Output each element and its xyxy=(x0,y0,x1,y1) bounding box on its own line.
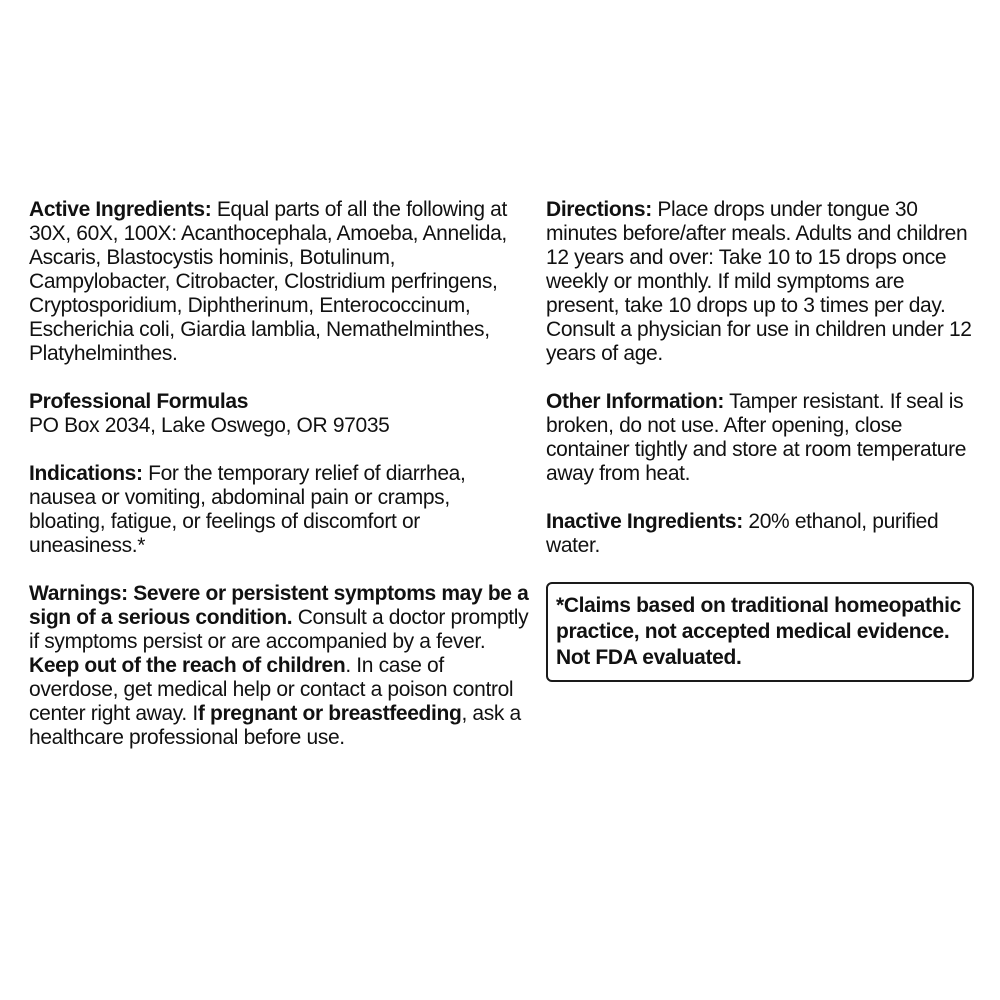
left-column xyxy=(29,198,529,774)
indications-text: For the temporary relief of diarrhea, nausea or vomiting, abdominal pain or cramps, bloating, fatigue, or feelings of discomfort or uneasiness.* xyxy=(29,462,466,557)
warnings-text-2: . In case of overdose, get medical help or contact a poison control center right away. I xyxy=(29,654,514,725)
right-column xyxy=(546,198,976,682)
indications-label: Indications: xyxy=(29,462,143,485)
warnings-keep-out-of-reach: Keep out of the reach of children xyxy=(29,654,346,677)
warnings-pregnant-breastfeeding: f pregnant or breastfeeding xyxy=(197,702,462,725)
warnings-section xyxy=(29,582,529,750)
directions-label: Directions: xyxy=(546,198,652,221)
claims-disclaimer-text: *Claims based on traditional homeopathic practice, not accepted medical evidence. Not FDA evaluated. xyxy=(556,594,961,669)
directions-section xyxy=(546,198,976,366)
directions-text: Place drops under tongue 30 minutes before/after meals. Adults and children 12 years and over: Take 10 to 15 drops once weekly or monthly. If mild symptoms are present, take 10 drops up to 3 times per day. Consult a physician for use in children under 12 years of age. xyxy=(546,198,972,365)
other-information-section xyxy=(546,390,976,486)
company-address: PO Box 2034, Lake Oswego, OR 97035 xyxy=(29,414,390,437)
warnings-text-3: , ask a healthcare professional before use. xyxy=(29,702,521,749)
indications-section xyxy=(29,462,529,558)
inactive-ingredients-section xyxy=(546,510,976,558)
active-ingredients-section xyxy=(29,198,529,366)
other-information-text: Tamper resistant. If seal is broken, do not use. After opening, close container tightly and store at room temperature away from heat. xyxy=(546,390,967,485)
active-ingredients-label: Active Ingredients: xyxy=(29,198,212,221)
warnings-text-1: Consult a doctor promptly if symptoms persist or are accompanied by a fever. xyxy=(29,606,529,653)
company-name: Professional Formulas xyxy=(29,390,249,413)
inactive-ingredients-label: Inactive Ingredients: xyxy=(546,510,743,533)
other-information-label: Other Information: xyxy=(546,390,725,413)
inactive-ingredients-text: 20% ethanol, purified water. xyxy=(546,510,939,557)
claims-disclaimer-box xyxy=(546,582,974,682)
warnings-label: Warnings: Severe or persistent symptoms may be a sign of a serious condition. xyxy=(29,582,529,629)
active-ingredients-text: Equal parts of all the following at 30X, 60X, 100X: Acanthocephala, Amoeba, Annelida, Ascaris, Blastocystis hominis, Botulinum, Campylobacter, Citrobacter, Clostridium perfringens, Cryptosporidium, Diphtherinum, Enterococcinum, Escherichia coli, Giardia lamblia, Nemathelminthes, Platyhelminthes. xyxy=(29,198,507,365)
company-section xyxy=(29,390,529,438)
